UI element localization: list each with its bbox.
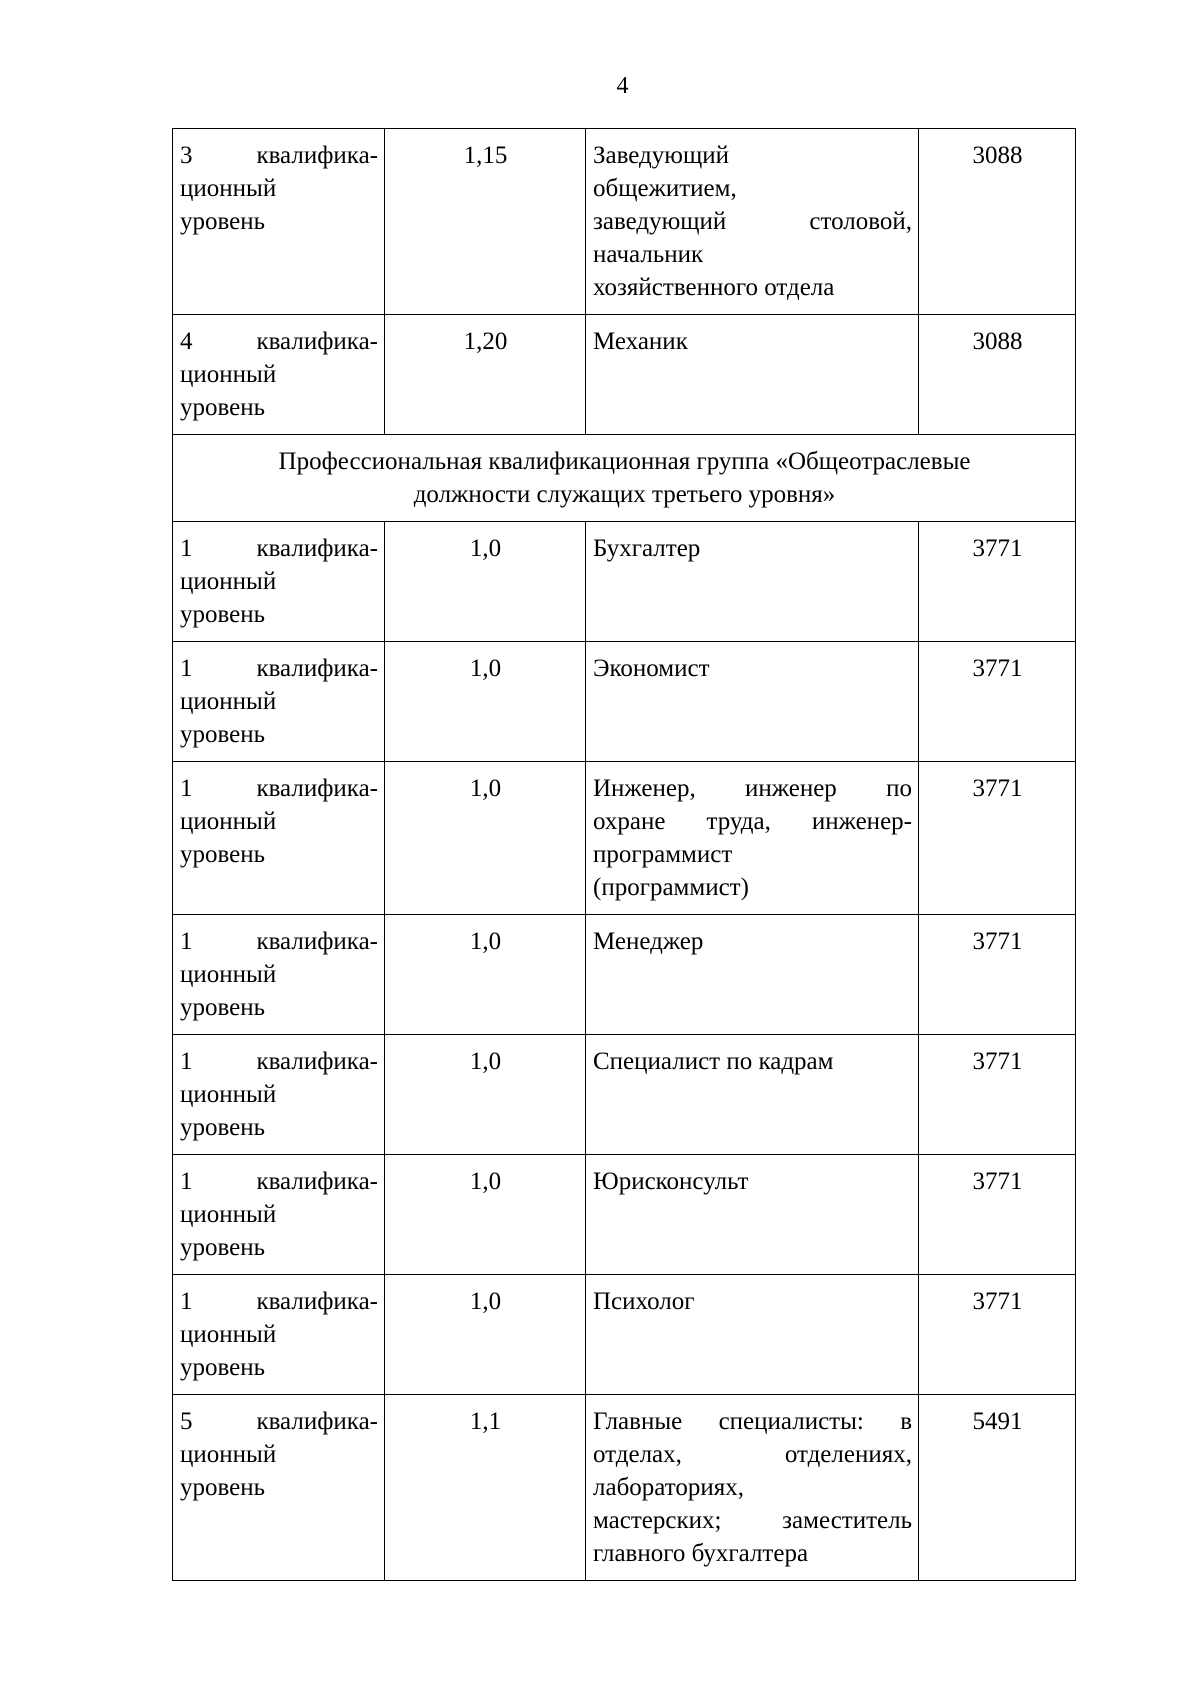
level-line: уровень bbox=[180, 1354, 266, 1381]
position-title-line: Заведующий bbox=[593, 142, 729, 169]
coefficient-cell: 1,0 bbox=[385, 1275, 586, 1395]
salary-cell: 5491 bbox=[919, 1395, 1076, 1581]
level-first-line bbox=[180, 1045, 378, 1078]
position-title-line: Механик bbox=[593, 328, 688, 355]
coefficient-cell: 1,20 bbox=[385, 315, 586, 435]
table-row bbox=[173, 915, 1076, 1035]
position-title-cell bbox=[586, 762, 919, 915]
coefficient-cell: 1,0 bbox=[385, 762, 586, 915]
position-title-cell bbox=[586, 642, 919, 762]
table-row bbox=[173, 1155, 1076, 1275]
position-title-cell bbox=[586, 522, 919, 642]
level-line: ционный bbox=[180, 1081, 277, 1108]
level-number: 1 bbox=[180, 1048, 193, 1075]
position-title-cell bbox=[586, 1275, 919, 1395]
level-number: 4 bbox=[180, 328, 193, 355]
position-title-line: Экономист bbox=[593, 655, 710, 682]
group-header-line: должности служащих третьего уровня» bbox=[413, 481, 836, 508]
level-first-line bbox=[180, 1405, 378, 1438]
position-title-line: мастерских; заместитель bbox=[593, 1507, 912, 1534]
level-number: 1 bbox=[180, 535, 193, 562]
level-line: уровень bbox=[180, 1474, 266, 1501]
level-line: уровень bbox=[180, 841, 266, 868]
level-line: уровень bbox=[180, 394, 266, 421]
salary-cell: 3771 bbox=[919, 1155, 1076, 1275]
coefficient-cell: 1,0 bbox=[385, 642, 586, 762]
level-number: 1 bbox=[180, 655, 193, 682]
level-first-line bbox=[180, 925, 378, 958]
level-line: ционный bbox=[180, 568, 277, 595]
level-line: ционный bbox=[180, 1201, 277, 1228]
table-row bbox=[173, 522, 1076, 642]
level-line: ционный bbox=[180, 361, 277, 388]
position-title-line: Юрисконсульт bbox=[593, 1168, 749, 1195]
level-word: квалифика- bbox=[256, 1288, 378, 1315]
level-number: 1 bbox=[180, 928, 193, 955]
level-number: 1 bbox=[180, 1168, 193, 1195]
level-number: 1 bbox=[180, 775, 193, 802]
coefficient-cell: 1,1 bbox=[385, 1395, 586, 1581]
level-line: уровень bbox=[180, 601, 266, 628]
level-first-line bbox=[180, 139, 378, 172]
position-title-cell bbox=[586, 129, 919, 315]
salary-cell: 3771 bbox=[919, 522, 1076, 642]
level-word: квалифика- bbox=[256, 328, 378, 355]
coefficient-cell: 1,0 bbox=[385, 522, 586, 642]
position-title-line: хозяйственного отдела bbox=[593, 274, 835, 301]
level-line: ционный bbox=[180, 688, 277, 715]
salary-cell: 3771 bbox=[919, 915, 1076, 1035]
page-number: 4 bbox=[616, 73, 629, 99]
salary-cell: 3771 bbox=[919, 762, 1076, 915]
coefficient-cell: 1,0 bbox=[385, 915, 586, 1035]
position-title-cell bbox=[586, 1035, 919, 1155]
level-first-line bbox=[180, 772, 378, 805]
level-word: квалифика- bbox=[256, 535, 378, 562]
position-title-cell bbox=[586, 1155, 919, 1275]
position-title-cell bbox=[586, 1395, 919, 1581]
position-title-line: отделах, отделениях, bbox=[593, 1441, 912, 1468]
level-word: квалифика- bbox=[256, 1168, 378, 1195]
position-title-line: Бухгалтер bbox=[593, 535, 701, 562]
table-row bbox=[173, 315, 1076, 435]
table-row bbox=[173, 762, 1076, 915]
table-row bbox=[173, 1395, 1076, 1581]
level-word: квалифика- bbox=[256, 775, 378, 802]
position-title-line: заведующий столовой, bbox=[593, 208, 912, 235]
level-word: квалифика- bbox=[256, 142, 378, 169]
level-line: уровень bbox=[180, 1114, 266, 1141]
level-number: 3 bbox=[180, 142, 193, 169]
position-title-cell bbox=[586, 315, 919, 435]
table-row bbox=[173, 642, 1076, 762]
level-first-line bbox=[180, 1285, 378, 1318]
level-word: квалифика- bbox=[256, 928, 378, 955]
position-title-line: Главные специалисты: в bbox=[593, 1408, 912, 1435]
qualification-level-cell bbox=[173, 1275, 385, 1395]
level-word: квалифика- bbox=[256, 1408, 378, 1435]
qualification-level-cell bbox=[173, 1035, 385, 1155]
position-title-line: охране труда, инженер- bbox=[593, 808, 912, 835]
qualification-level-cell bbox=[173, 642, 385, 762]
qualification-level-cell bbox=[173, 915, 385, 1035]
salary-cell: 3088 bbox=[919, 315, 1076, 435]
coefficient-cell: 1,15 bbox=[385, 129, 586, 315]
table-body bbox=[173, 129, 1076, 1581]
level-first-line bbox=[180, 532, 378, 565]
table-row bbox=[173, 1035, 1076, 1155]
salary-cell: 3088 bbox=[919, 129, 1076, 315]
level-first-line bbox=[180, 652, 378, 685]
position-title-line: Инженер, инженер по bbox=[593, 775, 912, 802]
level-line: ционный bbox=[180, 961, 277, 988]
level-line: уровень bbox=[180, 994, 266, 1021]
position-title-line: Менеджер bbox=[593, 928, 704, 955]
qualification-level-cell bbox=[173, 762, 385, 915]
level-word: квалифика- bbox=[256, 655, 378, 682]
qualification-table bbox=[172, 128, 1076, 1581]
position-title-cell bbox=[586, 915, 919, 1035]
level-number: 1 bbox=[180, 1288, 193, 1315]
position-title-line: Психолог bbox=[593, 1288, 695, 1315]
position-title-line: программист bbox=[593, 841, 733, 868]
level-line: уровень bbox=[180, 208, 266, 235]
qualification-level-cell bbox=[173, 1395, 385, 1581]
position-title-line: общежитием, bbox=[593, 175, 737, 202]
level-line: ционный bbox=[180, 1321, 277, 1348]
group-header-cell bbox=[173, 435, 1076, 522]
table-row bbox=[173, 129, 1076, 315]
position-title-line: лабораториях, bbox=[593, 1474, 744, 1501]
level-line: ционный bbox=[180, 1441, 277, 1468]
level-first-line bbox=[180, 325, 378, 358]
group-header-row bbox=[173, 435, 1076, 522]
position-title-line: главного бухгалтера bbox=[593, 1540, 809, 1567]
salary-cell: 3771 bbox=[919, 642, 1076, 762]
salary-cell: 3771 bbox=[919, 1035, 1076, 1155]
level-word: квалифика- bbox=[256, 1048, 378, 1075]
level-line: уровень bbox=[180, 721, 266, 748]
group-header-line: Профессиональная квалификационная группа «Общеотраслевые bbox=[278, 448, 971, 475]
position-title-line: (программист) bbox=[593, 874, 749, 901]
position-title-line: начальник bbox=[593, 241, 704, 268]
level-line: ционный bbox=[180, 175, 277, 202]
level-number: 5 bbox=[180, 1408, 193, 1435]
table-row bbox=[173, 1275, 1076, 1395]
salary-cell: 3771 bbox=[919, 1275, 1076, 1395]
coefficient-cell: 1,0 bbox=[385, 1035, 586, 1155]
qualification-level-cell bbox=[173, 315, 385, 435]
qualification-level-cell bbox=[173, 522, 385, 642]
level-line: ционный bbox=[180, 808, 277, 835]
coefficient-cell: 1,0 bbox=[385, 1155, 586, 1275]
qualification-level-cell bbox=[173, 129, 385, 315]
level-line: уровень bbox=[180, 1234, 266, 1261]
qualification-level-cell bbox=[173, 1155, 385, 1275]
position-title-line: Специалист по кадрам bbox=[593, 1048, 834, 1075]
level-first-line bbox=[180, 1165, 378, 1198]
